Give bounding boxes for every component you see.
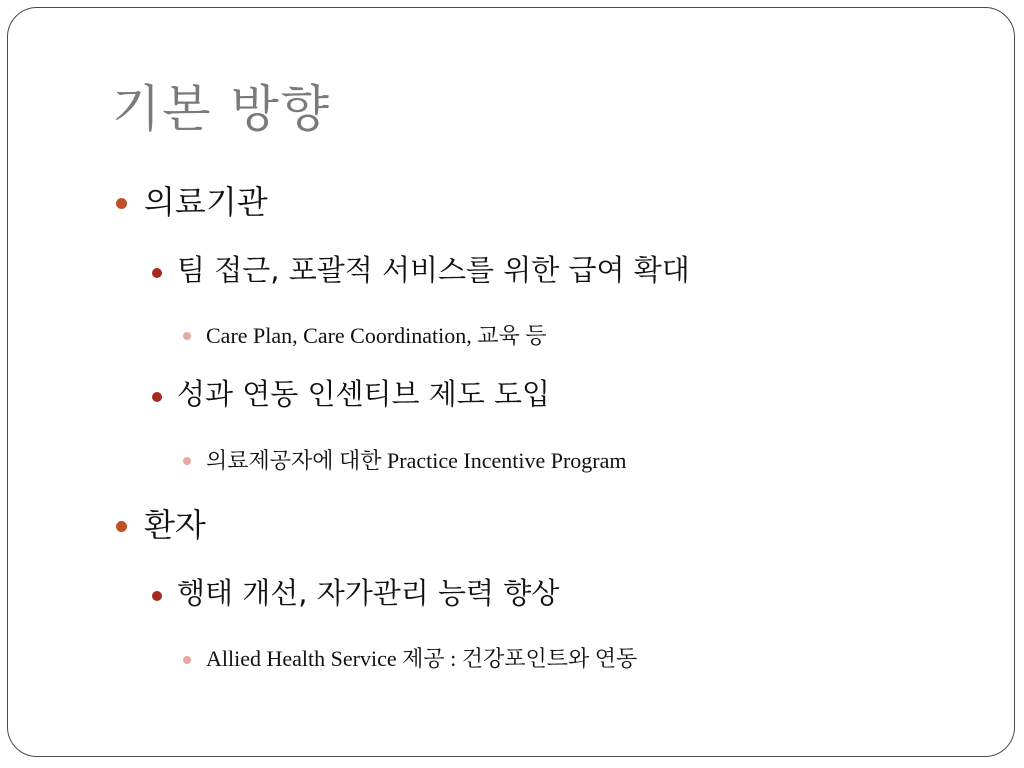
bullet-level3-icon — [183, 457, 191, 465]
bullet-level3-icon — [183, 656, 191, 664]
bullet-item-level3: Care Plan, Care Coordination, 교육 등 — [206, 323, 547, 348]
bullet-level1-icon — [116, 198, 127, 209]
slide-title: 기본 방향 — [112, 80, 332, 138]
bullet-item-level3: Allied Health Service 제공 : 건강포인트와 연동 — [206, 646, 638, 671]
bullet-item-level3: 의료제공자에 대한 Practice Incentive Program — [206, 448, 627, 473]
bullet-item-level1: 의료기관 — [144, 183, 268, 221]
bullet-level2-icon — [152, 591, 162, 601]
bullet-item-level2: 성과 연동 인센티브 제도 도입 — [177, 377, 551, 411]
bullet-item-level1: 환자 — [144, 506, 206, 544]
bullet-level3-icon — [183, 332, 191, 340]
bullet-item-level2: 행태 개선, 자가관리 능력 향상 — [177, 576, 560, 610]
bullet-level1-icon — [116, 521, 127, 532]
bullet-level2-icon — [152, 268, 162, 278]
bullet-level2-icon — [152, 392, 162, 402]
bullet-item-level2: 팀 접근, 포괄적 서비스를 위한 급여 확대 — [177, 253, 690, 287]
